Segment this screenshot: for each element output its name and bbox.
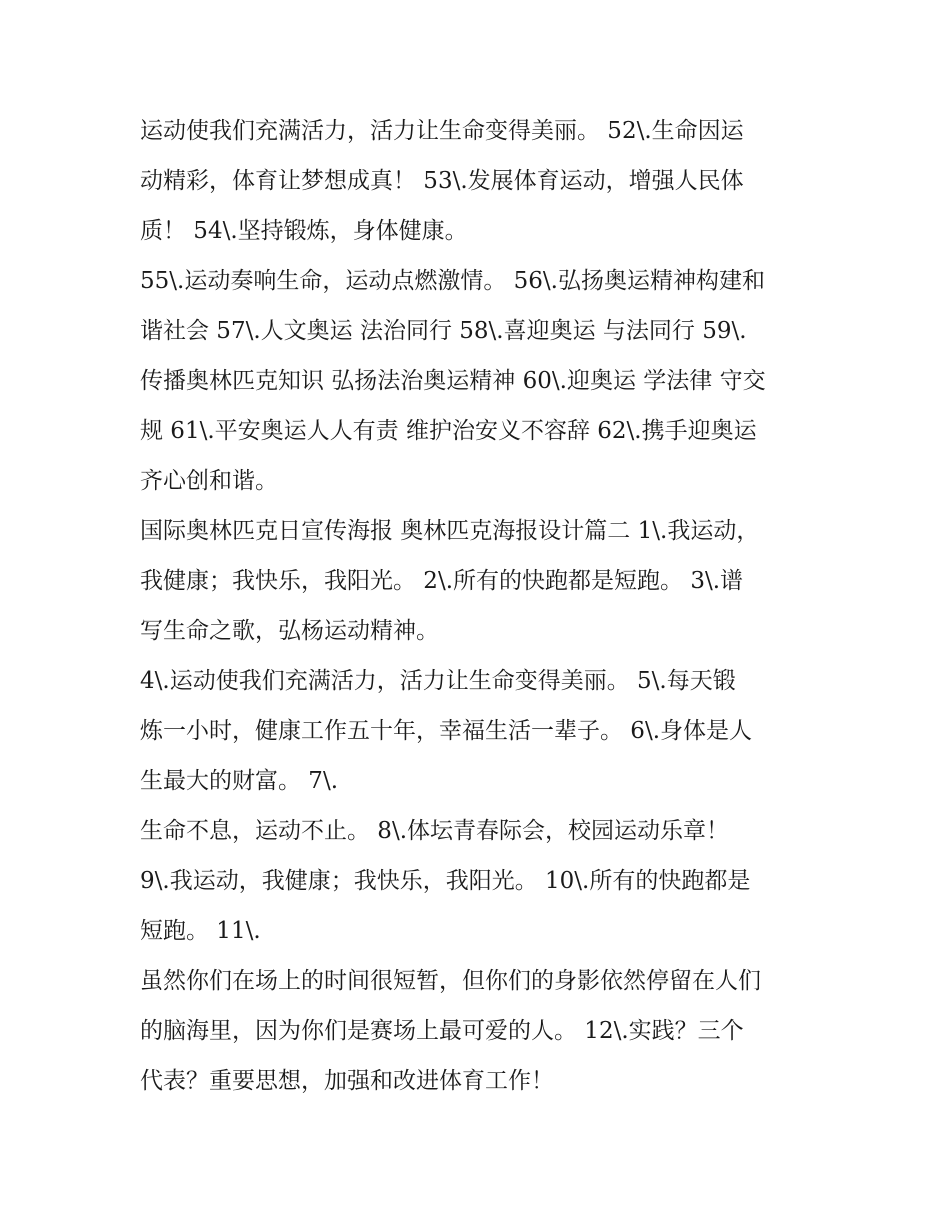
paragraph-7: 虽然你们在场上的时间很短暂，但你们的身影依然停留在人们 的脑海里，因为你们是赛场上最可爱的人。 12\.实践？三个 代表？重要思想，加强和改进体育工作！ xyxy=(140,968,761,1094)
paragraph-5: 生命不息，运动不止。 8\.体坛青春际会，校园运动乐章！ xyxy=(140,818,730,844)
paragraph-4: 4\.运动使我们充满活力，活力让生命变得美丽。 5\.每天锻 炼一小时，健康工作五十年，幸福生活一辈子。 6\.身体是人 生最大的财富。 7\. xyxy=(140,668,753,794)
document-body xyxy=(140,106,812,1106)
paragraph-3: 国际奥林匹克日宣传海报 奥林匹克海报设计篇二 1\.我运动， 我健康；我快乐，我阳光。 2\.所有的快跑都是短跑。 3\.谱 写生命之歌，弘杨运动精神。 xyxy=(140,518,760,644)
paragraph-6: 9\.我运动，我健康；我快乐，我阳光。 10\.所有的快跑都是 短跑。 11\. xyxy=(140,868,751,944)
paragraph-1: 运动使我们充满活力，活力让生命变得美丽。 52\.生命因运 动精彩，体育让梦想成真！ 53\.发展体育运动，增强人民体 质！ 54\.坚持锻炼，身体健康。 xyxy=(140,118,744,244)
paragraph-2: 55\.运动奏响生命，运动点燃激情。 56\.弘扬奥运精神构建和 谐社会 57\.人文奥运 法治同行 58\.喜迎奥运 与法同行 59\. 传播奥林匹克知识 弘扬法治奥运精神 60\.迎奥运 学法律 守交 规 61\.平安奥运人人有责 维护治安义不容辞 62\.携手迎奥运 齐心创和谐。 xyxy=(140,268,766,494)
